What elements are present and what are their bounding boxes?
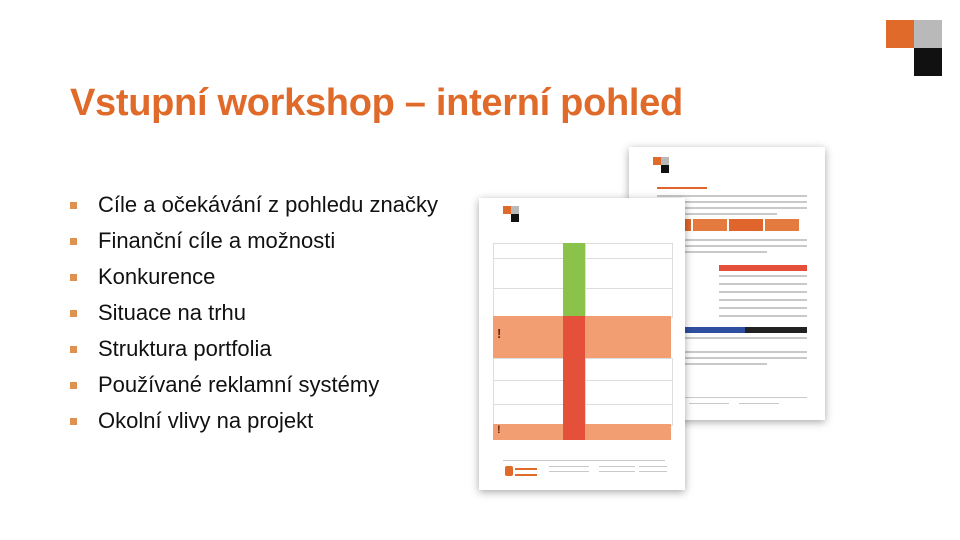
bullet-text: Používané reklamní systémy — [98, 372, 380, 397]
square-bullet-icon — [70, 418, 77, 425]
table-header-cell — [685, 327, 745, 333]
document-thumbnail-front — [479, 198, 685, 490]
square-bullet-icon — [70, 382, 77, 389]
bullet-text: Cíle a očekávání z pohledu značky — [98, 192, 438, 217]
process-arrow-shape — [693, 219, 727, 231]
process-arrow-shape — [729, 219, 763, 231]
bullet-item — [70, 334, 438, 370]
warning-exclamation-icon: ! — [497, 424, 501, 436]
bullet-text: Struktura portfolia — [98, 336, 272, 361]
logo-square-black — [914, 48, 942, 76]
process-arrow-shape — [765, 219, 799, 231]
bullet-item — [70, 190, 438, 226]
bullet-item — [70, 370, 438, 406]
square-bullet-icon — [70, 238, 77, 245]
square-bullet-icon — [70, 202, 77, 209]
square-bullet-icon — [70, 346, 77, 353]
warning-exclamation-icon: ! — [497, 326, 502, 341]
square-bullet-icon — [70, 274, 77, 281]
bullet-list — [70, 190, 438, 442]
bullet-item — [70, 298, 438, 334]
bullet-item — [70, 262, 438, 298]
bullet-item — [70, 406, 438, 442]
bullet-text: Situace na trhu — [98, 300, 246, 325]
doc-logo-icon — [653, 157, 669, 173]
table-header-cell — [745, 327, 807, 333]
bullet-text: Konkurence — [98, 264, 216, 289]
table-header-cell — [719, 265, 807, 271]
square-bullet-icon — [70, 310, 77, 317]
logo-square-orange — [886, 20, 914, 48]
brand-logo — [886, 20, 942, 76]
bullet-item — [70, 226, 438, 262]
logo-square-gray — [914, 20, 942, 48]
slide-title: Vstupní workshop – interní pohled — [70, 82, 683, 124]
bullet-text: Okolní vlivy na projekt — [98, 408, 314, 433]
doc-logo-icon — [503, 206, 519, 222]
footer-logo-icon — [505, 466, 513, 476]
bullet-text: Finanční cíle a možnosti — [98, 228, 336, 253]
